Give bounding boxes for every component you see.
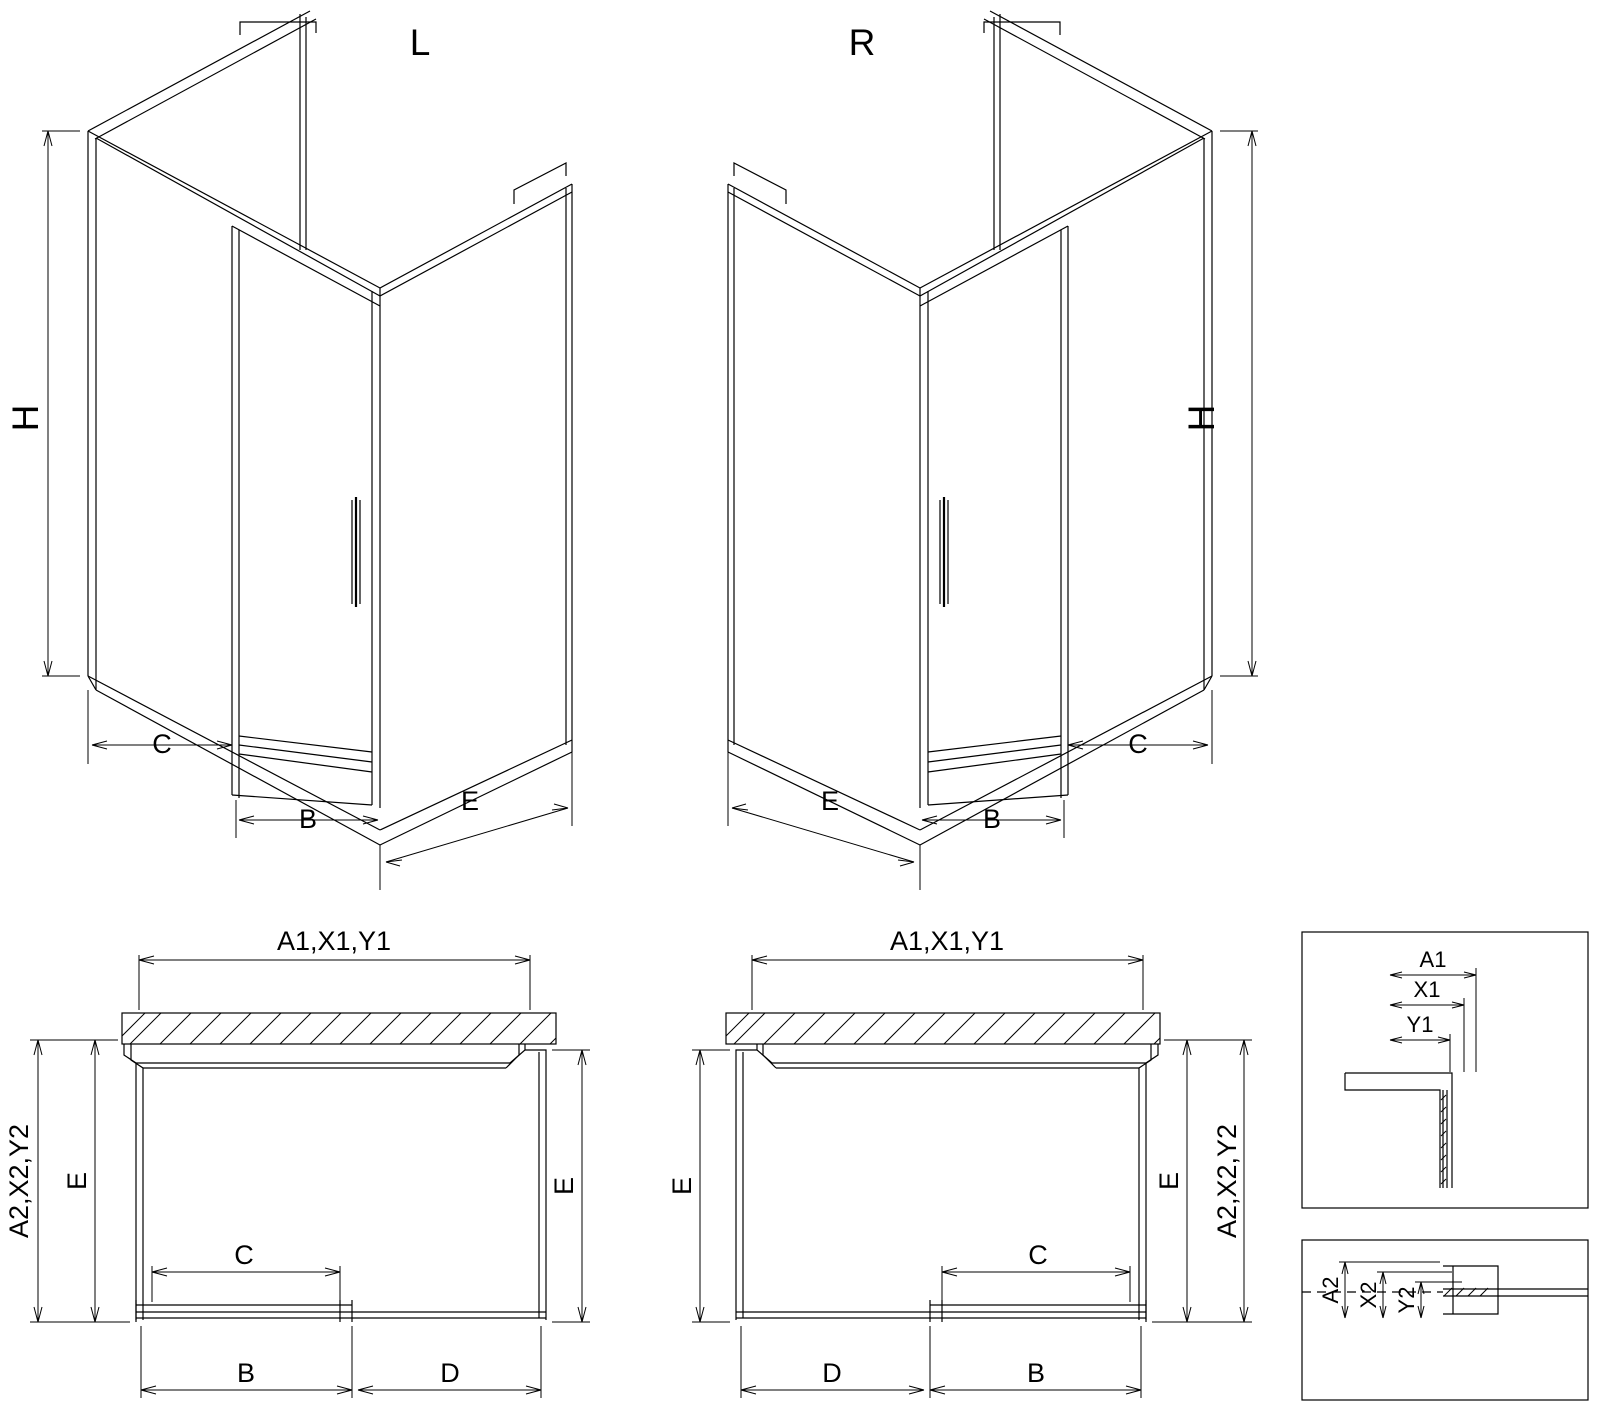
label-X1-detail: X1	[1413, 977, 1441, 1002]
detail-box-upper	[1302, 932, 1588, 1208]
label-E-right-iso: E	[820, 786, 840, 816]
label-B-left-iso: B	[298, 804, 318, 834]
view-label-R: R	[848, 22, 876, 63]
view-label-L: L	[409, 22, 431, 63]
label-H-left: H	[5, 404, 46, 432]
label-A2X2Y2-left: A2,X2,Y2	[4, 1123, 34, 1239]
label-H-right: H	[1181, 404, 1222, 432]
label-A2X2Y2-right: A2,X2,Y2	[1212, 1123, 1242, 1239]
detail-box-lower	[1302, 1240, 1588, 1400]
label-C-right-plan: C	[1028, 1240, 1048, 1270]
label-E-left-plan-inner: E	[62, 1171, 92, 1191]
label-C-left-iso: C	[152, 729, 172, 759]
label-C-right-iso: C	[1128, 729, 1148, 759]
label-D-left-plan: D	[440, 1358, 460, 1388]
label-X2-detail: X2	[1356, 1281, 1381, 1309]
label-A1-detail: A1	[1419, 947, 1447, 972]
label-Y2-detail: Y2	[1394, 1286, 1419, 1314]
label-Y1-detail: Y1	[1406, 1012, 1434, 1037]
iso-view-right	[728, 11, 1258, 890]
iso-view-left	[5, 11, 572, 890]
label-A1X1Y1-left: A1,X1,Y1	[276, 926, 392, 956]
label-D-right-plan: D	[822, 1358, 842, 1388]
label-E-left-plan-right: E	[549, 1176, 579, 1196]
label-A2-detail: A2	[1318, 1276, 1343, 1304]
label-A1X1Y1-right: A1,X1,Y1	[889, 926, 1005, 956]
plan-view-right	[667, 926, 1252, 1398]
plan-view-left	[4, 926, 590, 1398]
label-B-left-plan: B	[236, 1358, 256, 1388]
label-C-left-plan: C	[234, 1240, 254, 1270]
label-B-right-iso: B	[982, 804, 1002, 834]
label-E-right-plan-inner: E	[1154, 1171, 1184, 1191]
label-E-left-iso: E	[460, 786, 480, 816]
label-E-right-plan-left: E	[667, 1176, 697, 1196]
label-B-right-plan: B	[1026, 1358, 1046, 1388]
